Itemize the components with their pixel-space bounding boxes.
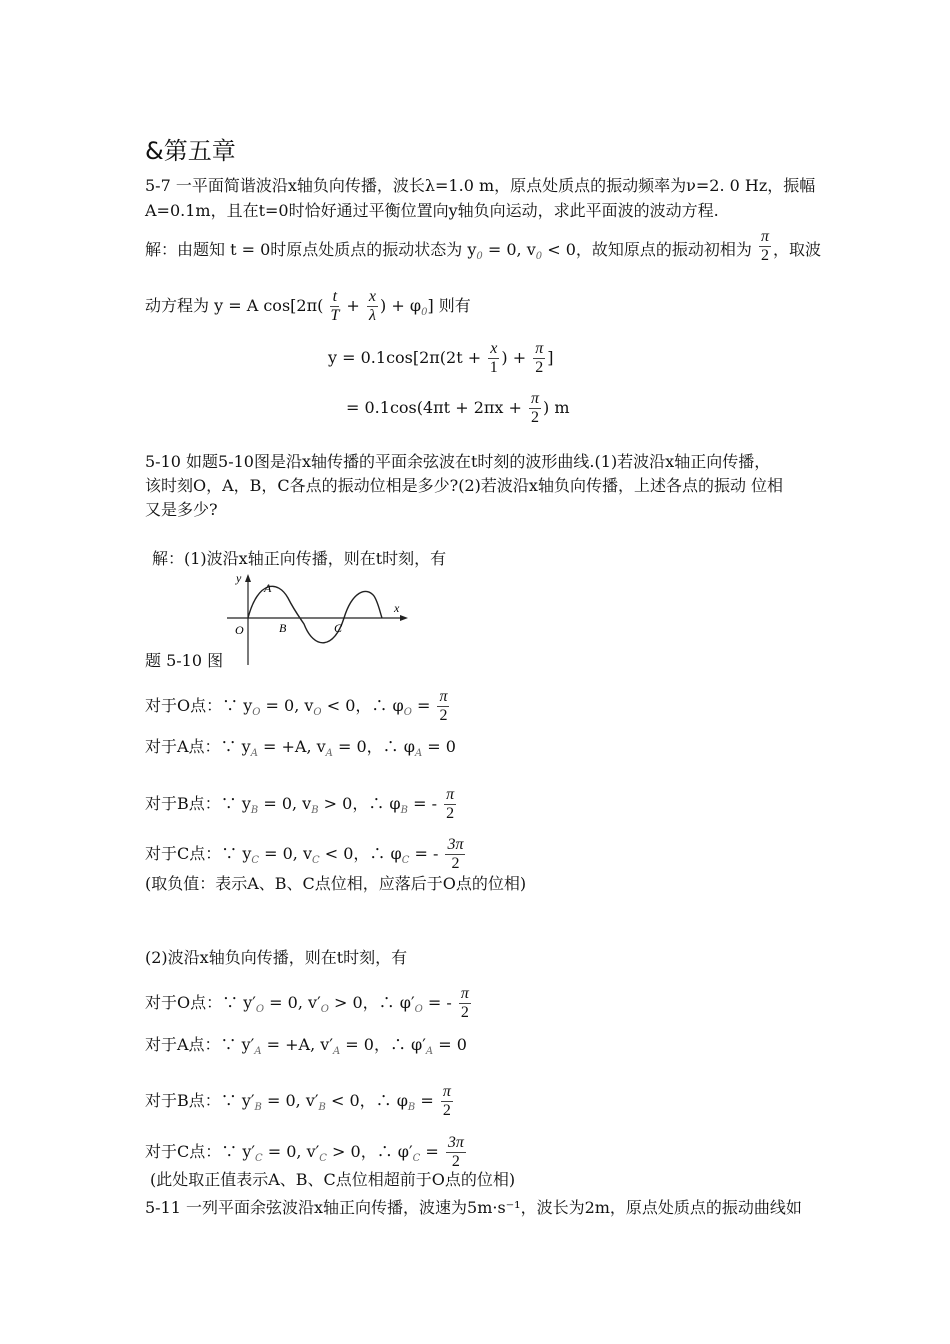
fraction-denominator: 2: [451, 855, 460, 872]
row-text: = +A, v: [257, 737, 326, 756]
row-text: = -: [409, 844, 439, 863]
row-text: = 0, v: [258, 794, 312, 813]
subscript: B: [318, 1102, 326, 1113]
row-text: =: [420, 1142, 444, 1161]
fraction-numerator: π: [442, 1083, 451, 1100]
subscript: C: [319, 1153, 327, 1164]
solution-text: ，取波: [773, 240, 822, 259]
solution-text: < 0，故知原点的振动初相为: [542, 240, 752, 259]
solution-5-10-part-2: (2)波沿x轴负向传播，则在t时刻，有: [145, 948, 408, 967]
y-label: y: [236, 571, 242, 585]
solution-text: ] 则有: [427, 296, 471, 315]
subscript: A: [250, 748, 258, 759]
subscript: A: [332, 1046, 341, 1057]
row-text: < 0，∴ φ: [325, 1091, 408, 1110]
point-b-label: B: [279, 621, 287, 635]
subscript: O: [255, 1004, 265, 1015]
row-text: = 0, v′: [264, 993, 321, 1012]
phase-row-o: [145, 688, 451, 725]
point-c-label: C: [334, 621, 343, 635]
row-text: = 0, v: [260, 696, 314, 715]
problem-5-10-line-1: 5-10 如题5-10图是沿x轴传播的平面余弦波在t时刻的波形曲线.(1)若波沿x轴正向传播，: [145, 452, 771, 471]
problem-5-11-line-1: 5-11 一列平面余弦波沿x轴正向传播，波速为5m·s⁻¹，波长为2m，原点处质点的振动曲线如: [145, 1198, 802, 1217]
subscript: O: [313, 707, 322, 718]
problem-5-10-line-2: 该时刻O，A，B，C各点的振动位相是多少?(2)若波沿x轴负向传播，上述各点的振动 位相: [145, 476, 784, 495]
equation-2: = 0.1cos(4πt + 2πx + $\frac{\pi}{2}$ ) m: [346, 390, 570, 426]
fraction-denominator: 2: [460, 1004, 469, 1021]
row-text: 对于O点：∵ y: [145, 696, 253, 715]
phase-row-a: [145, 737, 456, 760]
subscript: A: [254, 1046, 262, 1057]
x-axis-arrow: [400, 615, 408, 621]
row-text: = 0, v′: [262, 1142, 320, 1161]
subscript: A: [414, 748, 423, 759]
row-text: = 0: [422, 737, 456, 756]
problem-5-10-line-3: 又是多少?: [145, 500, 218, 519]
figure-caption: 题 5-10 图: [145, 651, 224, 670]
solution-5-10-part-1: 解：(1)波沿x轴正向传播，则在t时刻，有: [152, 549, 447, 568]
fraction-numerator: π: [446, 786, 455, 803]
note-part-1: (取负值：表示A、B、C点位相，应落后于O点的位相): [145, 874, 527, 893]
row-text: 对于B点：∵ y′: [145, 1091, 255, 1110]
subscript: B: [407, 1102, 416, 1113]
row-text: = -: [422, 993, 452, 1012]
subscript: O: [414, 1004, 423, 1015]
solution-5-7-line-2: 动方程为 y = A cos[2π( $\frac{t}{T}$ + $\frac{x}{\lambda}$ ) + $\varphi_0$] 则有: [145, 288, 471, 324]
row-text: 对于A点：∵ y′: [145, 1035, 255, 1054]
phase-row-b-prime: [145, 1083, 455, 1120]
row-text: > 0，∴ φ′: [326, 1142, 413, 1161]
phase-row-b: [145, 786, 458, 823]
row-text: =: [415, 1091, 439, 1110]
row-text: = +A, v′: [261, 1035, 333, 1054]
equation-text: ) m: [543, 398, 570, 417]
subscript: C: [312, 855, 320, 866]
row-text: < 0，∴ φ: [321, 696, 404, 715]
problem-5-7-line-2: A=0.1m，且在t=0时恰好通过平衡位置向y轴负向运动，求此平面波的波动方程.: [145, 201, 719, 220]
phase-row-a-prime: [145, 1035, 467, 1058]
point-a-label: A: [264, 581, 272, 595]
equation-text: y = 0.1cos[2π(2t +: [328, 348, 482, 367]
row-text: > 0，∴ φ′: [328, 993, 415, 1012]
row-text: > 0，∴ φ: [318, 794, 401, 813]
origin-label: O: [235, 623, 244, 637]
subscript: A: [425, 1046, 434, 1057]
fraction-denominator: 2: [442, 1102, 451, 1119]
fraction-numerator: π: [460, 985, 469, 1002]
solution-text: ) + φ: [380, 296, 422, 315]
equation-1: y = 0.1cos[2π(2t + $\frac{x}{1}$ ) + $\frac{\pi}{2}$ ]: [328, 340, 554, 376]
subscript: C: [255, 1153, 263, 1164]
wave-figure: [222, 570, 412, 665]
row-text: = 0: [433, 1035, 467, 1054]
subscript: A: [325, 748, 333, 759]
equation-text: ) +: [501, 348, 527, 367]
row-text: < 0，∴ φ: [319, 844, 402, 863]
fraction-numerator: π: [439, 688, 448, 705]
row-text: = 0，∴ φ′: [340, 1035, 426, 1054]
fraction-denominator: 2: [451, 1153, 460, 1170]
subscript: B: [250, 805, 259, 816]
subscript: O: [403, 707, 412, 718]
subscript: O: [252, 707, 261, 718]
fraction-denominator: 2: [446, 805, 455, 822]
solution-text: = 0, v: [482, 240, 536, 259]
row-text: 对于O点：∵ y′: [145, 993, 256, 1012]
row-text: 对于B点：∵ y: [145, 794, 251, 813]
solution-text: 解：由题知 t = 0时原点处质点的振动状态为 y: [145, 240, 477, 259]
subscript: B: [311, 805, 319, 816]
row-text: 对于C点：∵ y: [145, 844, 252, 863]
row-text: = 0, v′: [261, 1091, 319, 1110]
chapter-title: &第五章: [145, 137, 236, 165]
row-text: =: [411, 696, 436, 715]
subscript: C: [412, 1153, 421, 1164]
row-text: = -: [408, 794, 437, 813]
fraction-numerator: 3π: [447, 1134, 464, 1151]
row-text: = 0，∴ φ: [332, 737, 415, 756]
fraction-denominator: 2: [439, 707, 448, 724]
note-part-2: (此处取正值表示A、B、C点位相超前于O点的位相): [150, 1170, 516, 1189]
solution-5-7-line-1: 解：由题知 t = 0时原点处质点的振动状态为 $y_0 = 0$, $v_0 < 0$，故知原点的振动初相为 $\frac{\pi}{2}$ ，取波: [145, 228, 822, 264]
row-text: 对于C点：∵ y′: [145, 1142, 256, 1161]
subscript: B: [254, 1102, 262, 1113]
phase-row-c: [145, 836, 467, 873]
equation-text: = 0.1cos(4πt + 2πx +: [346, 398, 522, 417]
fraction-numerator: 3π: [447, 836, 464, 853]
solution-text: 动方程为 y = A cos[2π(: [145, 296, 324, 315]
y-axis-arrow: [245, 574, 251, 582]
subscript: C: [251, 855, 260, 866]
subscript: B: [400, 805, 408, 816]
phase-row-o-prime: [145, 985, 473, 1022]
x-label: x: [394, 601, 400, 615]
phase-row-c-prime: [145, 1134, 468, 1171]
problem-5-7-line-1: 5-7 一平面简谐波沿x轴负向传播，波长λ=1.0 m，原点处质点的振动频率为ν=2. 0 Hz，振幅: [145, 176, 816, 195]
subscript: C: [401, 855, 410, 866]
row-text: 对于A点：∵ y: [145, 737, 251, 756]
row-text: = 0, v: [259, 844, 312, 863]
subscript: O: [320, 1004, 329, 1015]
